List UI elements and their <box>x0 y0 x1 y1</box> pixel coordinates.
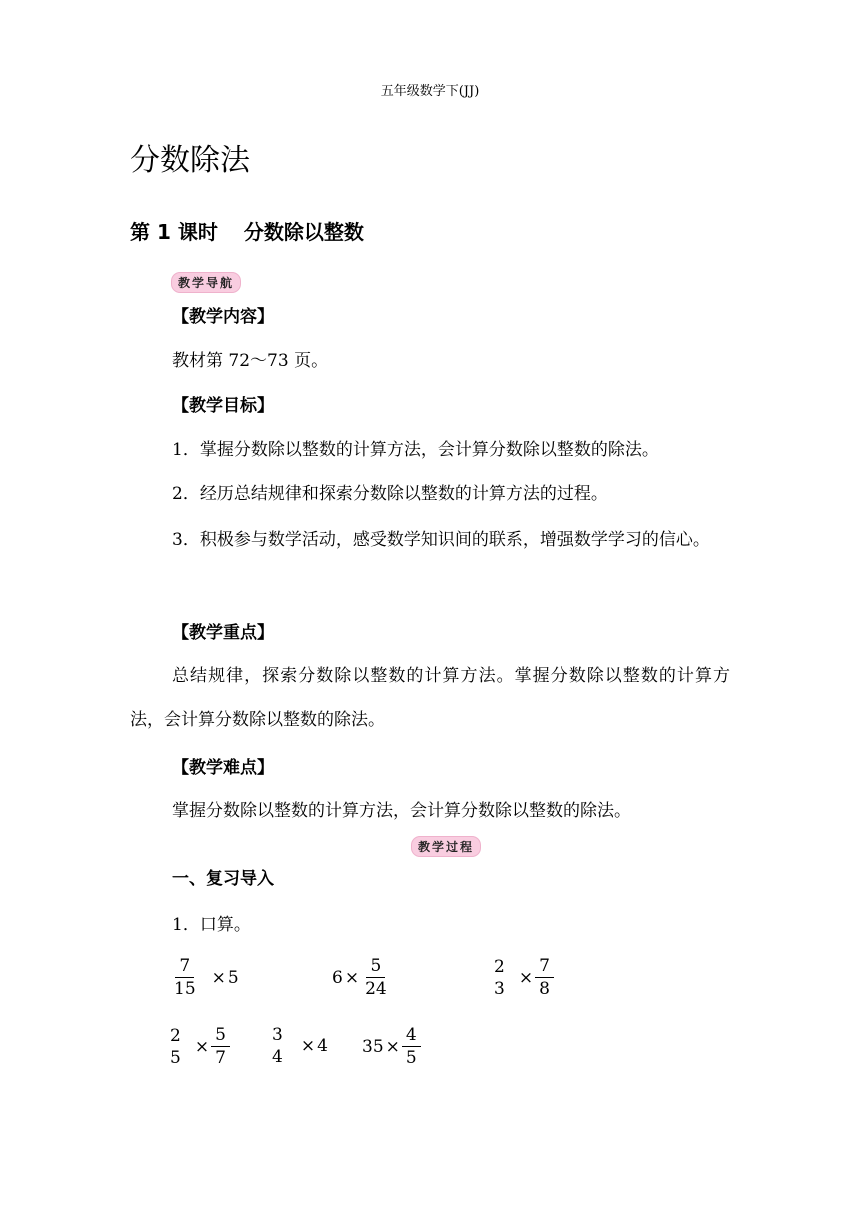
goal-item-1: 1．掌握分数除以整数的计算方法，会计算分数除以整数的除法。 <box>172 440 659 460</box>
fraction: $\frac{5}{24}$ <box>365 956 387 999</box>
fraction: 2 3 <box>494 956 505 999</box>
expr-6: 35 × $\frac{4}{5}$ <box>362 1024 421 1069</box>
fraction: $\frac{7}{15}$ <box>174 956 196 999</box>
lesson-number: 第 1 课时 <box>130 220 218 244</box>
lesson-heading <box>130 216 364 245</box>
goals-heading: 【教学目标】 <box>172 396 274 416</box>
lesson-title: 分数除以整数 <box>243 220 364 244</box>
difficulty-text: 掌握分数除以整数的计算方法，会计算分数除以整数的除法。 <box>172 801 631 821</box>
expr-4: 2 5 × $\frac{5}{7}$ <box>166 1024 230 1069</box>
difficulty-heading: 【教学难点】 <box>172 758 274 778</box>
chapter-title: 分数除法 <box>130 143 250 178</box>
content-text: 教材第 72～73 页。 <box>172 351 329 371</box>
fraction: $\frac{4}{5}$ <box>402 1024 421 1069</box>
content-heading: 【教学内容】 <box>172 307 274 327</box>
process-badge: 教学过程 <box>412 836 480 856</box>
fraction: 2 5 <box>170 1025 181 1068</box>
key-text: 总结规律，探索分数除以整数的计算方法。掌握分数除以整数的计算方法，会计算分数除以整数的除法。 <box>130 666 730 730</box>
fraction: $\frac{5}{7}$ <box>211 1024 230 1069</box>
key-heading: 【教学重点】 <box>172 623 274 643</box>
fraction: 3 4 <box>272 1025 283 1067</box>
fraction: $\frac{7}{8}$ <box>535 955 554 1000</box>
expr-5: 3 4 × 4 <box>268 1024 328 1068</box>
goal-item-3: 3．积极参与数学活动，感受数学知识间的联系，增强数学学习的信心。 <box>172 530 710 550</box>
expr-3: 2 3 × $\frac{7}{8}$ <box>490 955 554 1000</box>
goal-item-2: 2．经历总结规律和探索分数除以整数的计算方法的过程。 <box>172 484 608 504</box>
page-header: 五年级数学下(JJ) <box>380 84 480 99</box>
expr-1: $\frac{7}{15}$ × 5 <box>170 955 239 1000</box>
guide-badge: 教学导航 <box>172 272 240 292</box>
review-item: 1．口算。 <box>172 915 251 935</box>
expr-2: 6 × $\frac{5}{24}$ <box>332 955 391 1000</box>
review-heading: 一、复习导入 <box>172 869 274 889</box>
